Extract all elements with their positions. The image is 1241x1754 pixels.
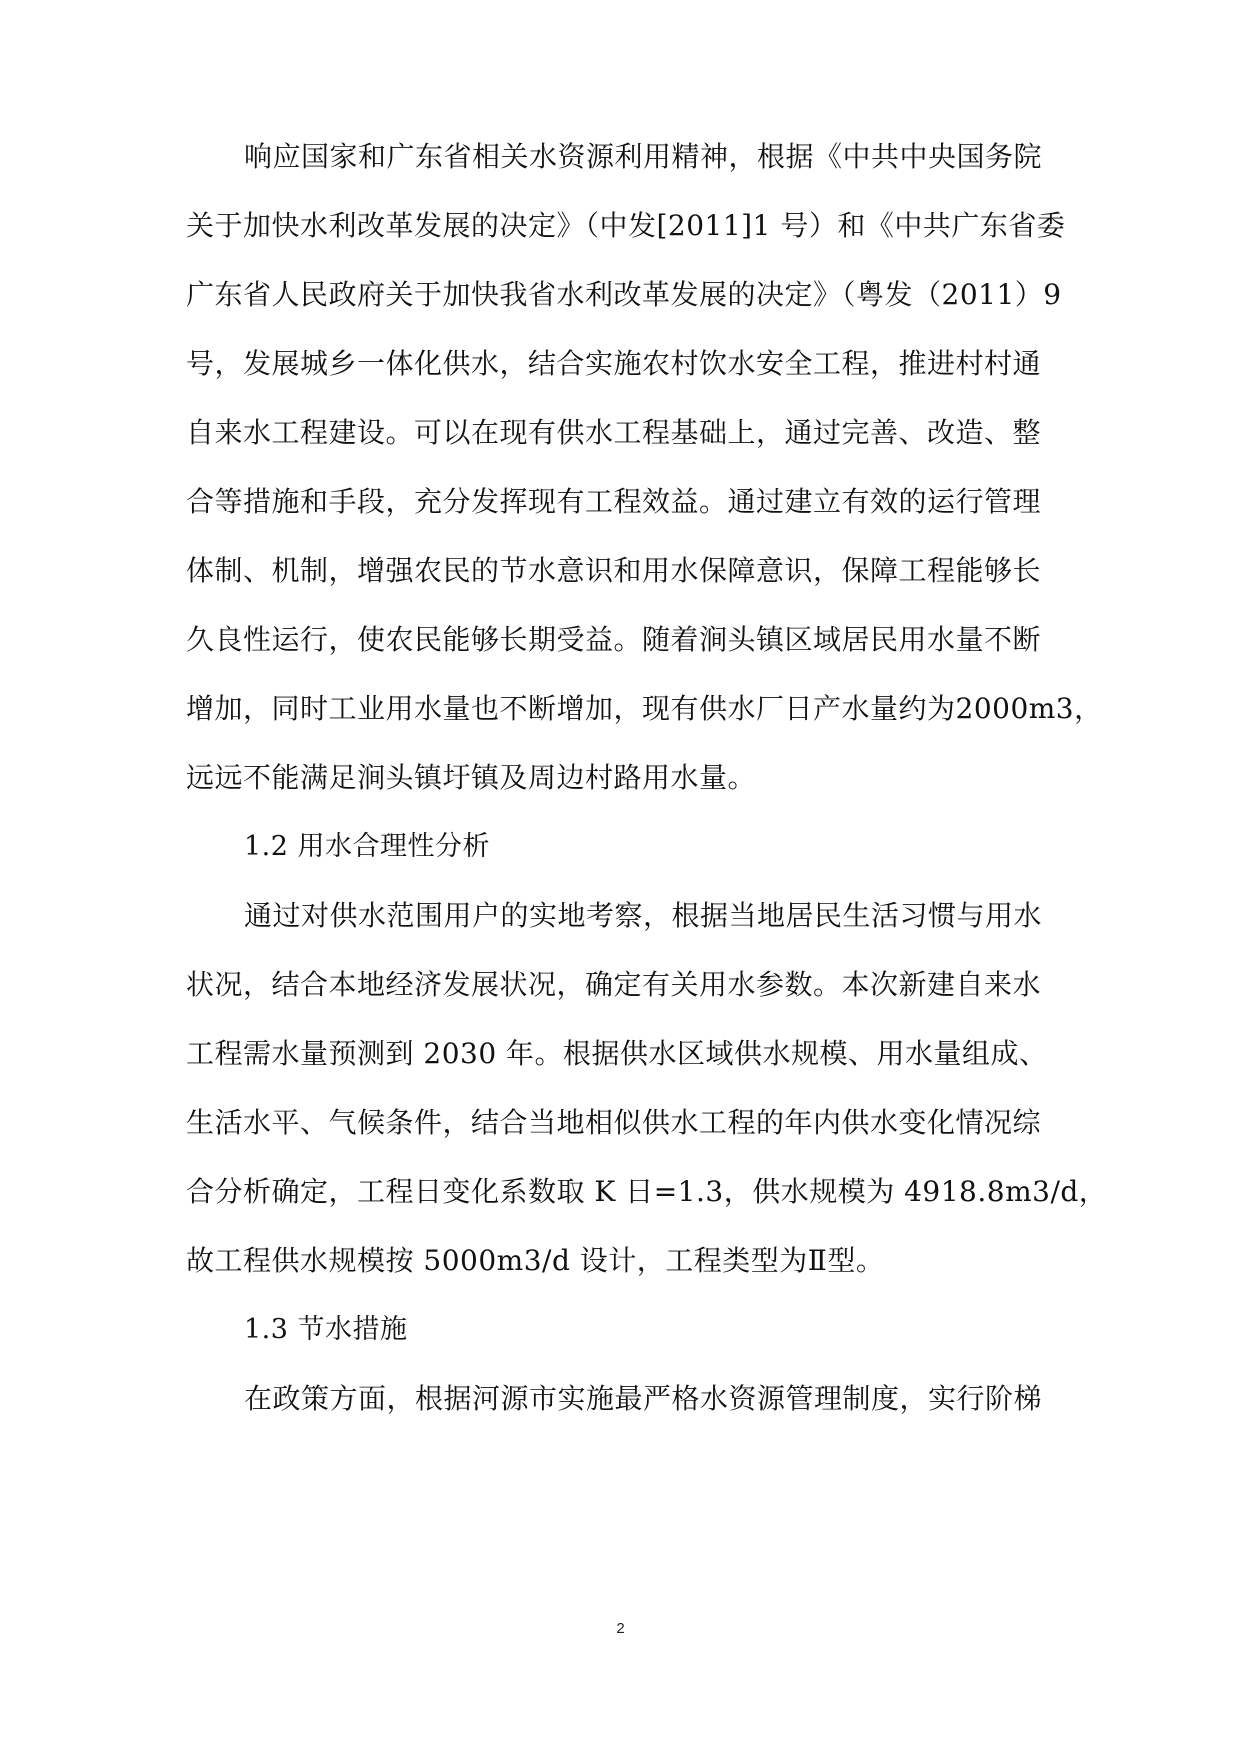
- paragraph-line: 故工程供水规模按 5000m3/d 设计，工程类型为Ⅱ型。: [186, 1244, 885, 1277]
- paragraph-line: 状况，结合本地经济发展状况，确定有关用水参数。本次新建自来水: [186, 968, 1042, 1001]
- section-heading-1-3: 1.3 节水措施: [244, 1314, 408, 1345]
- paragraph-line: 合等措施和手段，充分发挥现有工程效益。通过建立有效的运行管理: [186, 485, 1042, 518]
- paragraph-line: 在政策方面，根据河源市实施最严格水资源管理制度，实行阶梯: [244, 1382, 1043, 1415]
- paragraph-line: 自来水工程建设。可以在现有供水工程基础上，通过完善、改造、整: [186, 416, 1042, 449]
- paragraph-line: 号，发展城乡一体化供水，结合实施农村饮水安全工程，推进村村通: [186, 347, 1042, 380]
- paragraph-line: 增加，同时工业用水量也不断增加，现有供水厂日产水量约为2000m3，: [186, 692, 1103, 725]
- paragraph-line: 关于加快水利改革发展的决定》（中发[2011]1 号）和《中共广东省委: [186, 209, 1066, 242]
- section-heading-1-2: 1.2 用水合理性分析: [244, 831, 491, 862]
- paragraph-line: 生活水平、气候条件，结合当地相似供水工程的年内供水变化情况综: [186, 1106, 1042, 1139]
- paragraph-line: 工程需水量预测到 2030 年。根据供水区域供水规模、用水量组成、: [186, 1037, 1048, 1070]
- paragraph-line: 通过对供水范围用户的实地考察，根据当地居民生活习惯与用水: [244, 899, 1043, 932]
- paragraph-line: 合分析确定，工程日变化系数取 K 日=1.3，供水规模为 4918.8m3/d，: [186, 1175, 1108, 1208]
- paragraph-line: 广东省人民政府关于加快我省水利改革发展的决定》（粤发（2011）9: [186, 278, 1062, 311]
- paragraph-line: 响应国家和广东省相关水资源利用精神，根据《中共中央国务院: [244, 140, 1043, 173]
- paragraph-line: 远远不能满足涧头镇圩镇及周边村路用水量。: [186, 761, 757, 794]
- paragraph-line: 久良性运行，使农民能够长期受益。随着涧头镇区域居民用水量不断: [186, 623, 1042, 656]
- page-number: 2: [616, 1620, 625, 1637]
- paragraph-line: 体制、机制，增强农民的节水意识和用水保障意识，保障工程能够长: [186, 554, 1042, 587]
